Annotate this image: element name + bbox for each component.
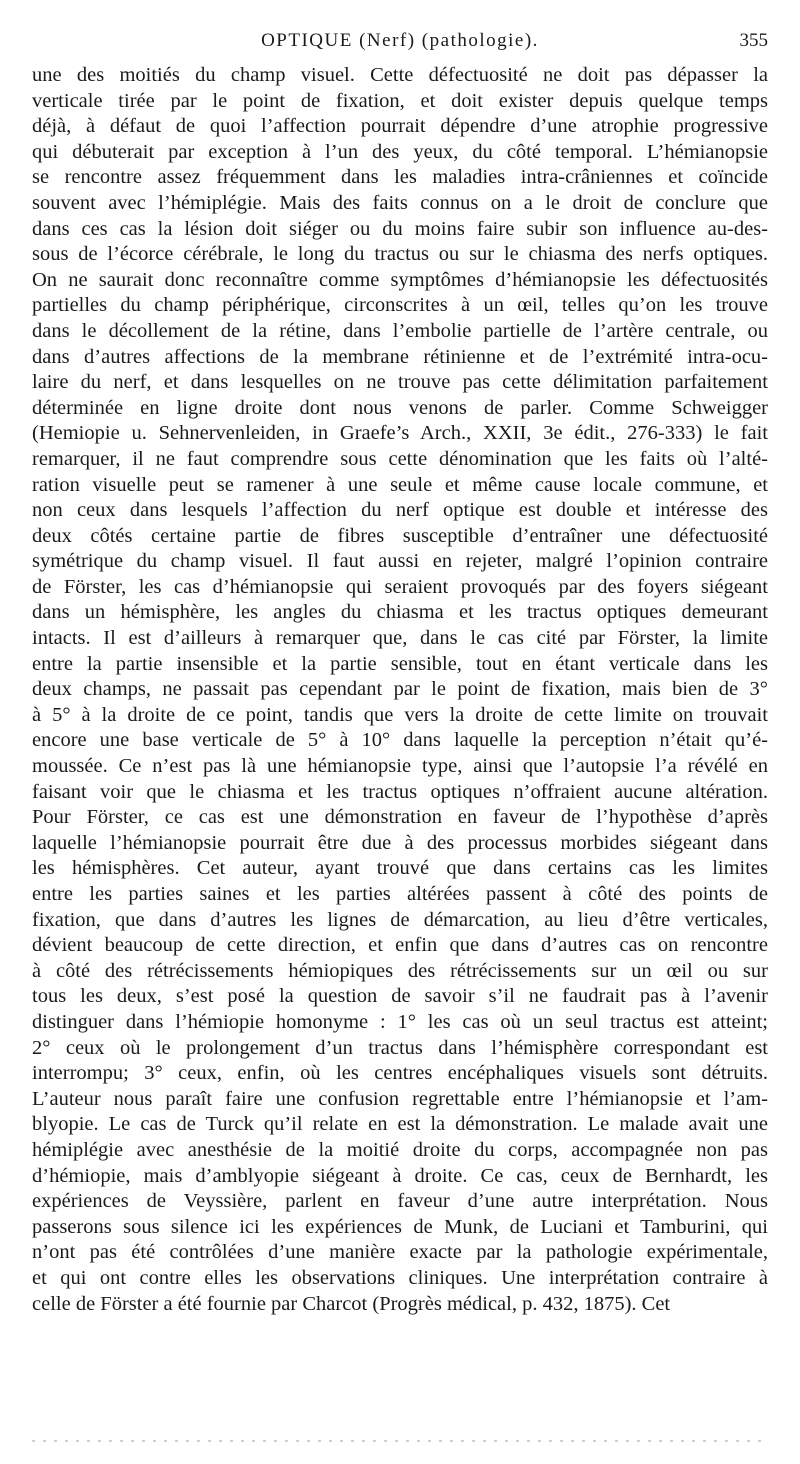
print-artifact [32,1440,768,1442]
text-line: qui débuterait par exception à l’un des yeux, du côté temporal. L’hémianopsie [32,140,768,163]
text-line: de Förster, les cas d’hémianopsie qui seraient provoqués par des foyers siégeant [32,575,768,598]
text-line: remarquer, il ne faut comprendre sous cette dénomination que les faits où l’alté- [32,447,768,470]
text-line: à 5° à la droite de ce point, tandis que vers la droite de cette limite on trouvait [32,703,768,726]
text-line: On ne saurait donc reconnaître comme symptômes d’hémianopsie les défectuosités [32,268,768,291]
text-line: deux côtés certaine partie de fibres susceptible d’entraîner une défectuosité [32,524,768,547]
running-head [32,30,768,56]
text-line: les hémisphères. Cet auteur, ayant trouvé que dans certains cas les limites [32,857,768,880]
text-line: une des moitiés du champ visuel. Cette défectuosité ne doit pas dépasser la [32,64,768,86]
text-line: celle de Förster a été fournie par Charcot (Progrès médical, p. 432, 1875). Cet [32,1292,671,1315]
text-line: blyopie. Le cas de Turck qu’il relate en est la démonstration. Le malade avait une [32,1113,768,1136]
text-line: dans le décollement de la rétine, dans l’embolie partielle de l’artère centrale, ou [32,319,768,342]
text-line: fixation, que dans d’autres les lignes de démarcation, au lieu d’être verticales, [32,908,768,931]
text-line: ration visuelle peut se ramener à une seule et même cause locale commune, et [32,473,768,496]
text-line: interrompu; 3° ceux, enfin, où les centres encéphaliques visuels sont détruits. [32,1062,768,1085]
text-line: dans d’autres affections de la membrane rétinienne et de l’extrémité intra-ocu- [32,345,768,368]
body-text [32,63,768,1317]
text-line: d’hémiopie, mais d’amblyopie siégeant à droite. Ce cas, ceux de Bernhardt, les [32,1164,768,1187]
text-line: laire du nerf, et dans lesquelles on ne trouve pas cette délimitation parfaitement [32,371,768,394]
text-line: symétrique du champ visuel. Il faut aussi en rejeter, malgré l’opinion contraire [32,550,768,573]
text-line: (Hemiopie u. Sehnervenleiden, in Graefe’s Arch., XXII, 3e édit., 276-333) le fait [32,422,768,445]
text-line: L’auteur nous paraît faire une confusion regrettable entre l’hémianopsie et l’am- [32,1087,768,1110]
text-line: n’ont pas été contrôlées d’une manière exacte par la pathologie expérimentale, [32,1241,768,1264]
text-line: souvent avec l’hémiplégie. Mais des faits connus on a le droit de conclure que [32,191,768,214]
text-line: distinguer dans l’hémiopie homonyme : 1° les cas où un seul tractus est atteint; [32,1010,768,1033]
running-title: OPTIQUE (Nerf) (pathologie). [261,30,539,51]
text-line: 2° ceux où le prolongement d’un tractus dans l’hémisphère correspondant est [32,1036,768,1059]
text-line: laquelle l’hémianopsie pourrait être due à des processus morbides siégeant dans [32,831,768,854]
text-line: entre les parties saines et les parties altérées passent à côté des points de [32,883,768,905]
page-number: 355 [739,30,768,51]
text-line: partielles du champ périphérique, circonscrites à un œil, telles qu’on les trouve [32,294,768,317]
text-line: dans ces cas la lésion doit siéger ou du moins faire subir son influence au-des- [32,217,768,240]
text-line: à côté des rétrécissements hémiopiques des rétrécissements sur un œil ou sur [32,959,768,982]
text-line: passerons sous silence ici les expériences de Munk, de Luciani et Tamburini, qui [32,1215,768,1238]
text-line: intacts. Il est d’ailleurs à remarquer que, dans le cas cité par Förster, la limite [32,627,768,650]
text-line: Pour Förster, ce cas est une démonstration en faveur de l’hypothèse d’après [32,806,768,829]
text-line: et qui ont contre elles les observations cliniques. Une interprétation contraire à [32,1266,768,1289]
text-line: sous de l’écorce cérébrale, le long du tractus ou sur le chiasma des nerfs optiques. [32,243,768,266]
text-line: dévient beaucoup de cette direction, et enfin que dans d’autres cas on rencontre [32,934,768,957]
text-line: verticale tirée par le point de fixation, et doit exister depuis quelque temps [32,89,768,112]
text-line: entre la partie insensible et la partie sensible, tout en étant verticale dans les [32,652,768,675]
text-line: non ceux dans lesquels l’affection du nerf optique est double et intéresse des [32,499,768,522]
text-line: hémiplégie avec anesthésie de la moitié droite du corps, accompagnée non pas [32,1138,768,1161]
text-line: faisant voir que le chiasma et les tractus optiques n’offraient aucune altération. [32,780,768,803]
text-line: expériences de Veyssière, parlent en faveur d’une autre interprétation. Nous [32,1190,768,1213]
text-line: encore une base verticale de 5° à 10° dans laquelle la perception n’était qu’é- [32,729,768,752]
text-line: tous les deux, s’est posé la question de savoir s’il ne faudrait pas à l’avenir [32,985,768,1008]
text-line: dans un hémisphère, les angles du chiasma et les tractus optiques demeurant [32,601,768,624]
text-line: déjà, à défaut de quoi l’affection pourrait dépendre d’une atrophie progressive [32,115,768,138]
text-line: moussée. Ce n’est pas là une hémianopsie type, ainsi que l’autopsie l’a révélé en [32,755,768,778]
text-line: deux champs, ne passait pas cependant par le point de fixation, mais bien de 3° [32,678,768,701]
text-line: déterminée en ligne droite dont nous venons de parler. Comme Schweigger [32,396,768,419]
text-line: se rencontre assez fréquemment dans les maladies intra-crâniennes et coïncide [32,166,768,189]
